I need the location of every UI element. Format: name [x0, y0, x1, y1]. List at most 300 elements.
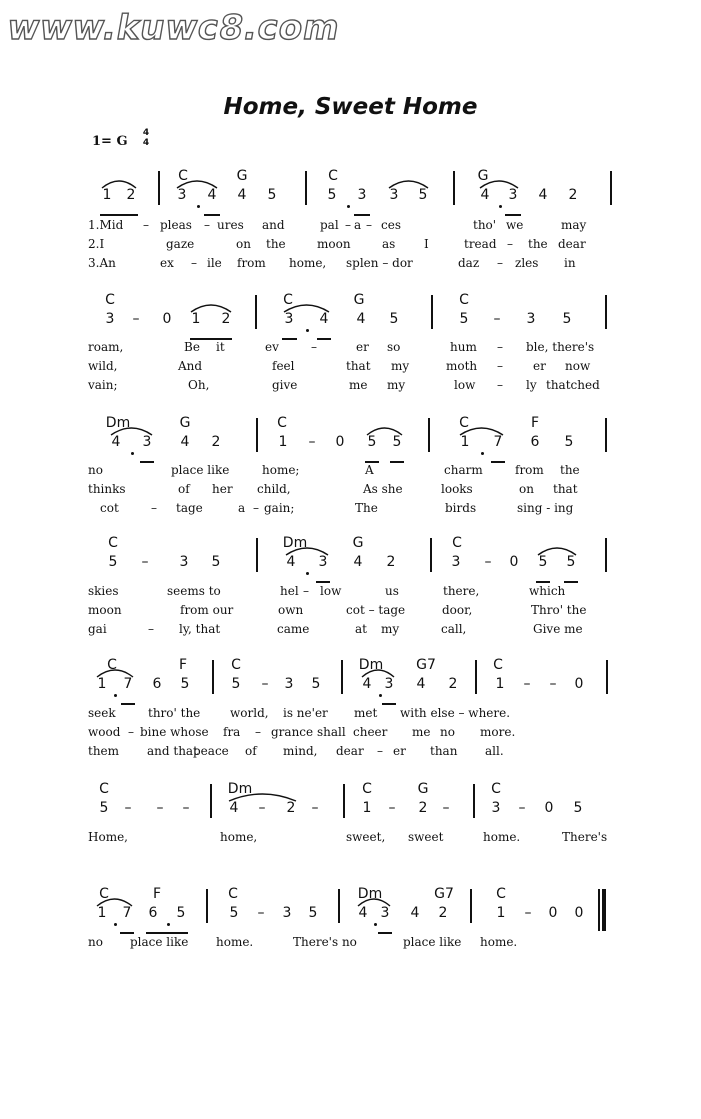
lyric-syllable: cheer [353, 725, 388, 739]
lyric-syllable: so [387, 340, 401, 354]
note: 4 [410, 905, 420, 921]
lyric-syllable: There's [562, 830, 608, 844]
lyric-syllable: Be [184, 340, 200, 354]
barline [255, 295, 257, 329]
note: 4 [356, 311, 366, 327]
eighth-note-underline [204, 214, 220, 216]
lyric-syllable: moon [88, 603, 122, 617]
lyric-syllable: – [204, 218, 210, 232]
note: 4 [362, 676, 372, 692]
note: 5 [573, 800, 583, 816]
eighth-note-underline [146, 932, 188, 934]
lyric-syllable: dear [558, 237, 586, 251]
note: – [484, 554, 492, 570]
note: 3 [177, 187, 187, 203]
lyric-syllable: splen – dor [346, 256, 413, 270]
lyric-syllable: And [178, 359, 203, 373]
barline [343, 784, 345, 818]
note: 3 [105, 311, 115, 327]
note: 5 [389, 311, 399, 327]
watermark: www.kuwc8.com [4, 8, 344, 48]
barline [256, 538, 258, 572]
note: 5 [267, 187, 277, 203]
chord-symbol: F [152, 886, 162, 902]
lyric-syllable: of [245, 744, 257, 758]
lyric-syllable: hum [450, 340, 477, 354]
lyric-syllable: and that [147, 744, 198, 758]
lyric-syllable: that [553, 482, 578, 496]
lyric-syllable: – [128, 725, 134, 739]
lyric-syllable: child, [257, 482, 291, 496]
note: 5 [562, 311, 572, 327]
chord-symbol: G [477, 168, 489, 184]
note: – [257, 905, 265, 921]
lyric-syllable: – [191, 256, 197, 270]
lyric-syllable: me [349, 378, 368, 392]
lyric-syllable: my [391, 359, 410, 373]
lyric-syllable: The [355, 501, 378, 515]
lyric-syllable: door, [442, 603, 473, 617]
eighth-note-underline [282, 338, 297, 340]
augmentation-dot [197, 205, 200, 208]
lyric-syllable: A [365, 463, 374, 477]
note: 0 [574, 676, 584, 692]
chord-symbol: G [236, 168, 248, 184]
lyric-syllable: skies [88, 584, 119, 598]
lyric-syllable: home; [262, 463, 300, 477]
lyric-syllable: there, [443, 584, 480, 598]
barline [338, 889, 340, 923]
lyric-syllable: grance shall [271, 725, 346, 739]
note: 3 [142, 434, 152, 450]
lyric-syllable: all. [485, 744, 504, 758]
lyric-syllable: thro' the [148, 706, 201, 720]
lyric-syllable: ex [160, 256, 174, 270]
time-signature-top: 4 [142, 128, 150, 138]
note: 1 [460, 434, 470, 450]
chord-symbol: G7 [434, 886, 454, 902]
eighth-note-underline [382, 703, 396, 705]
lyric-syllable: – [148, 622, 154, 636]
lyric-syllable: There's no [293, 935, 357, 949]
lyric-syllable: sweet [408, 830, 444, 844]
barline [453, 171, 455, 205]
lyric-syllable: mind, [283, 744, 318, 758]
note: 2 [221, 311, 231, 327]
lyric-syllable: looks [441, 482, 473, 496]
lyric-syllable: 3.An [88, 256, 116, 270]
lyric-syllable: in [564, 256, 576, 270]
lyric-syllable: er [533, 359, 546, 373]
lyric-syllable: hel [280, 584, 299, 598]
chord-symbol: C [277, 415, 287, 431]
eighth-note-underline [120, 932, 134, 934]
lyric-syllable: charm [444, 463, 483, 477]
lyric-syllable: – [303, 584, 309, 598]
lyric-syllable: – [366, 218, 372, 232]
chord-symbol: C [328, 168, 338, 184]
lyric-syllable: call, [441, 622, 467, 636]
chord-symbol: C [496, 886, 506, 902]
lyric-syllable: Thro' the [531, 603, 587, 617]
augmentation-dot [306, 572, 309, 575]
lyric-syllable: no [88, 463, 103, 477]
eighth-note-underline [316, 581, 330, 583]
lyric-syllable: no [440, 725, 455, 739]
note: 5 [367, 434, 377, 450]
lyric-syllable: from our [180, 603, 234, 617]
note: 5 [418, 187, 428, 203]
time-signature [141, 128, 151, 148]
eighth-note-underline [378, 932, 392, 934]
lyric-syllable: no [88, 935, 103, 949]
lyric-syllable: her [212, 482, 233, 496]
note: 0 [574, 905, 584, 921]
note: 3 [389, 187, 399, 203]
note: 0 [335, 434, 345, 450]
augmentation-dot [114, 923, 117, 926]
note: 1 [362, 800, 372, 816]
note: 5 [308, 905, 318, 921]
note: – [258, 800, 266, 816]
lyric-syllable: pal [320, 218, 339, 232]
note: 3 [357, 187, 367, 203]
note: 3 [318, 554, 328, 570]
augmentation-dot [306, 329, 309, 332]
lyric-syllable: – [311, 340, 317, 354]
barline [610, 171, 612, 205]
lyric-syllable: me [412, 725, 431, 739]
lyric-syllable: on [236, 237, 251, 251]
lyric-syllable: – [255, 725, 261, 739]
barline [212, 660, 214, 694]
augmentation-dot [347, 205, 350, 208]
lyric-syllable: ly, that [179, 622, 221, 636]
chord-symbol: C [228, 886, 238, 902]
lyric-syllable: thinks [88, 482, 126, 496]
lyric-syllable: which [529, 584, 566, 598]
lyric-syllable: peace [193, 744, 229, 758]
lyric-syllable: ev [265, 340, 279, 354]
note: 5 [231, 676, 241, 692]
note: 5 [176, 905, 186, 921]
augmentation-dot [114, 694, 117, 697]
note: 4 [111, 434, 121, 450]
barline [470, 889, 472, 923]
eighth-note-underline [121, 703, 135, 705]
eighth-note-underline [564, 581, 578, 583]
lyric-syllable: home, [289, 256, 327, 270]
note: – [156, 800, 164, 816]
lyric-syllable: Give me [533, 622, 583, 636]
lyric-syllable: – [151, 501, 157, 515]
note: 4 [229, 800, 239, 816]
note: 6 [530, 434, 540, 450]
note: 2 [448, 676, 458, 692]
lyric-syllable: er [356, 340, 369, 354]
lyric-syllable: dear [336, 744, 364, 758]
lyric-syllable: home. [483, 830, 521, 844]
note: 5 [566, 554, 576, 570]
barline [341, 660, 343, 694]
note: 2 [211, 434, 221, 450]
note: 5 [392, 434, 402, 450]
augmentation-dot [481, 452, 484, 455]
time-signature-bottom: 4 [142, 138, 150, 148]
chord-symbol: C [105, 292, 115, 308]
lyric-syllable: wild, [88, 359, 118, 373]
note: 3 [282, 905, 292, 921]
lyric-syllable: them [88, 744, 120, 758]
augmentation-dot [499, 205, 502, 208]
lyric-syllable: home. [480, 935, 518, 949]
lyric-syllable: now [565, 359, 591, 373]
lyric-syllable: home, [220, 830, 258, 844]
note: – [524, 905, 532, 921]
augmentation-dot [379, 694, 382, 697]
chord-symbol: C [107, 657, 117, 673]
lyric-syllable: tage [176, 501, 203, 515]
note: 2 [286, 800, 296, 816]
note: 7 [493, 434, 503, 450]
lyric-syllable: – [507, 237, 513, 251]
barline [428, 418, 430, 452]
lyric-syllable: at [355, 622, 367, 636]
barline [473, 784, 475, 818]
lyric-syllable: world, [230, 706, 269, 720]
note: 2 [418, 800, 428, 816]
lyric-syllable: the [560, 463, 580, 477]
barline [206, 889, 208, 923]
lyric-syllable: a [354, 218, 362, 232]
lyric-syllable: home. [216, 935, 254, 949]
lyric-syllable: gaze [166, 237, 195, 251]
lyric-syllable: gain; [264, 501, 295, 515]
lyric-syllable: – [497, 340, 503, 354]
chord-symbol: Dm [105, 415, 131, 431]
lyric-syllable: wood [88, 725, 121, 739]
lyric-syllable: ces [381, 218, 401, 232]
lyric-syllable: er [393, 744, 406, 758]
lyric-syllable: moth [446, 359, 478, 373]
lyric-syllable: – [253, 501, 259, 515]
note: – [549, 676, 557, 692]
lyric-syllable: – [143, 218, 149, 232]
chord-symbol: Dm [357, 886, 383, 902]
lyric-syllable: is ne'er [283, 706, 328, 720]
lyric-syllable: low [320, 584, 342, 598]
note: 0 [509, 554, 519, 570]
note: – [132, 311, 140, 327]
note: 3 [451, 554, 461, 570]
note: 4 [319, 311, 329, 327]
eighth-note-underline [536, 581, 550, 583]
lyric-syllable: the [266, 237, 286, 251]
note: – [311, 800, 319, 816]
note: 1 [102, 187, 112, 203]
lyric-syllable: seek [88, 706, 116, 720]
note: – [308, 434, 316, 450]
note: 4 [538, 187, 548, 203]
note: – [261, 676, 269, 692]
chord-symbol: Dm [227, 781, 253, 797]
chord-symbol: C [491, 781, 501, 797]
note: 6 [152, 676, 162, 692]
note: – [493, 311, 501, 327]
note: 0 [162, 311, 172, 327]
note: 5 [229, 905, 239, 921]
chord-symbol: C [99, 886, 109, 902]
lyric-syllable: sweet, [346, 830, 386, 844]
lyric-syllable: met [354, 706, 378, 720]
lyric-syllable: place like [403, 935, 462, 949]
eighth-note-underline [140, 461, 154, 463]
lyric-syllable: seems to [167, 584, 221, 598]
augmentation-dot [131, 452, 134, 455]
note: 3 [384, 676, 394, 692]
lyric-syllable: sing - ing [517, 501, 574, 515]
chord-symbol: C [452, 535, 462, 551]
barline [605, 295, 607, 329]
lyric-syllable: from [237, 256, 266, 270]
lyric-syllable: 2.I [88, 237, 105, 251]
lyric-syllable: on [519, 482, 534, 496]
note: 5 [180, 676, 190, 692]
note: 7 [122, 905, 132, 921]
chord-symbol: C [231, 657, 241, 673]
barline [605, 418, 607, 452]
lyric-syllable: and [262, 218, 285, 232]
lyric-syllable: ures [217, 218, 244, 232]
note: 5 [211, 554, 221, 570]
note: 1 [495, 676, 505, 692]
barline [605, 538, 607, 572]
note: 3 [380, 905, 390, 921]
lyric-syllable: more. [480, 725, 516, 739]
lyric-syllable: daz [458, 256, 480, 270]
lyric-syllable: moon [317, 237, 351, 251]
lyric-syllable: feel [272, 359, 295, 373]
lyric-syllable: it [216, 340, 225, 354]
note: 4 [416, 676, 426, 692]
eighth-note-underline [491, 461, 505, 463]
note: 3 [284, 311, 294, 327]
note: 2 [126, 187, 136, 203]
eighth-note-underline [505, 214, 521, 216]
lyric-syllable: roam, [88, 340, 124, 354]
note: 5 [108, 554, 118, 570]
lyric-syllable: – [497, 256, 503, 270]
note: 4 [480, 187, 490, 203]
chord-symbol: C [459, 292, 469, 308]
note: 2 [438, 905, 448, 921]
note: 5 [538, 554, 548, 570]
lyric-syllable: give [272, 378, 298, 392]
note: 0 [544, 800, 554, 816]
final-barline-thin [598, 889, 600, 931]
lyric-syllable: birds [445, 501, 477, 515]
final-barline-thick [602, 889, 606, 931]
lyric-syllable: bine whose [140, 725, 209, 739]
note: 4 [237, 187, 247, 203]
note: 6 [148, 905, 158, 921]
lyric-syllable: came [277, 622, 310, 636]
note: 1 [191, 311, 201, 327]
chord-symbol: C [459, 415, 469, 431]
barline [431, 295, 433, 329]
note: 1 [97, 676, 107, 692]
chord-symbol: G [353, 292, 365, 308]
note: 5 [564, 434, 574, 450]
lyric-syllable: with else – where. [400, 706, 511, 720]
lyric-syllable: ly [526, 378, 537, 392]
lyric-syllable: – [345, 218, 351, 232]
barline [256, 418, 258, 452]
lyric-syllable: than [430, 744, 458, 758]
note: 5 [311, 676, 321, 692]
lyric-syllable: 1.Mid [88, 218, 124, 232]
lyric-syllable: Oh, [188, 378, 210, 392]
lyric-syllable: tho' [473, 218, 497, 232]
note: – [141, 554, 149, 570]
chord-symbol: C [108, 535, 118, 551]
lyric-syllable: tread [464, 237, 497, 251]
chord-symbol: C [178, 168, 188, 184]
note: 1 [97, 905, 107, 921]
lyric-syllable: I [424, 237, 429, 251]
lyric-syllable: vain; [88, 378, 118, 392]
note: 3 [508, 187, 518, 203]
lyric-syllable: zles [515, 256, 539, 270]
note: 0 [548, 905, 558, 921]
lyric-syllable: place like [130, 935, 189, 949]
chord-symbol: C [99, 781, 109, 797]
note: 5 [99, 800, 109, 816]
augmentation-dot [167, 923, 170, 926]
note: – [442, 800, 450, 816]
eighth-note-underline [390, 461, 404, 463]
note: – [518, 800, 526, 816]
chord-symbol: C [362, 781, 372, 797]
lyric-syllable: – [497, 359, 503, 373]
lyric-syllable: may [561, 218, 587, 232]
lyric-syllable: ile [207, 256, 222, 270]
lyric-syllable: As she [363, 482, 403, 496]
note: 3 [284, 676, 294, 692]
note: 2 [386, 554, 396, 570]
lyric-syllable: Home, [88, 830, 128, 844]
chord-symbol: F [530, 415, 540, 431]
note: 4 [286, 554, 296, 570]
chord-symbol: C [283, 292, 293, 308]
note: 4 [358, 905, 368, 921]
lyric-syllable: pleas [160, 218, 192, 232]
chord-symbol: G [417, 781, 429, 797]
note: 7 [123, 676, 133, 692]
note: 5 [327, 187, 337, 203]
lyric-syllable: us [385, 584, 399, 598]
lyric-syllable: of [178, 482, 190, 496]
note: 2 [568, 187, 578, 203]
lyric-syllable: cot – tage [346, 603, 406, 617]
note: – [124, 800, 132, 816]
chord-symbol: F [178, 657, 188, 673]
note: 1 [496, 905, 506, 921]
barline [158, 171, 160, 205]
chord-symbol: C [493, 657, 503, 673]
lyric-syllable: ble, there's [526, 340, 595, 354]
lyric-syllable: fra [223, 725, 241, 739]
